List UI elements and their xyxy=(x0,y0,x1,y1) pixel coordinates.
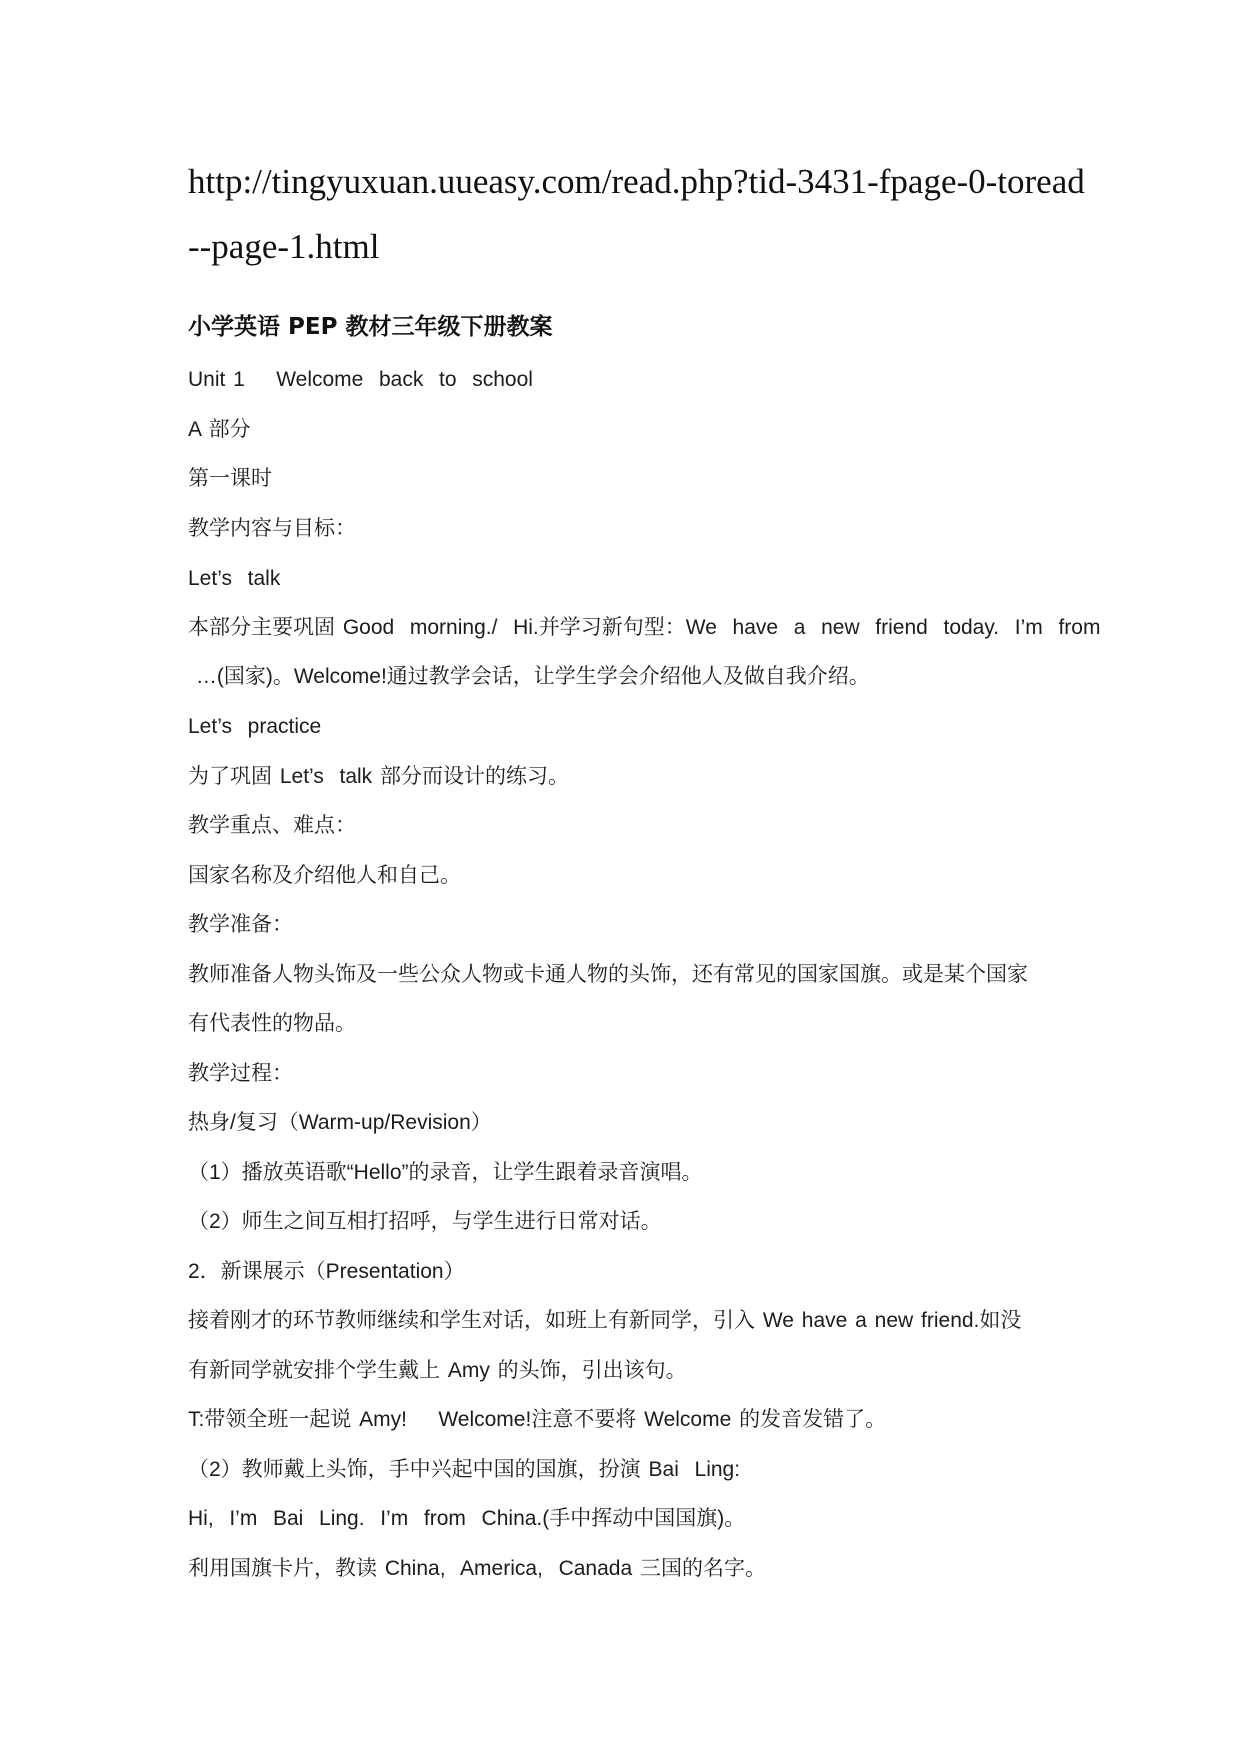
paragraph-line: 国家名称及介绍他人和自己。 xyxy=(188,864,461,887)
process-heading: 教学过程： xyxy=(188,1062,293,1085)
step-item: （1）播放英语歌“Hello”的录音，让学生跟着录音演唱。 xyxy=(188,1161,703,1184)
document-title: 小学英语 PEP 教材三年级下册教案 xyxy=(188,314,553,340)
section-label: A 部分 xyxy=(188,418,251,441)
step-item: （2）教师戴上头饰，手中兴起中国的国旗，扮演 Bai Ling: xyxy=(188,1458,741,1481)
paragraph-line: 为了巩固 Let’s talk 部分而设计的练习。 xyxy=(188,765,569,788)
paragraph-line: 利用国旗卡片，教读 China, America, Canada 三国的名字。 xyxy=(188,1557,766,1580)
unit-title: Unit 1 Welcome back to school xyxy=(188,368,533,391)
presentation-heading: 2．新课展示（Presentation） xyxy=(188,1260,465,1283)
key-points-heading: 教学重点、难点： xyxy=(188,814,356,837)
paragraph-line: …(国家)。Welcome!通过教学会话，让学生学会介绍他人及做自我介绍。 xyxy=(188,665,870,688)
step-item: （2）师生之间互相打招呼，与学生进行日常对话。 xyxy=(188,1210,662,1233)
lesson-label: 第一课时 xyxy=(188,467,272,490)
paragraph-line: 有代表性的物品。 xyxy=(188,1012,356,1035)
paragraph-line: 教师准备人物头饰及一些公众人物或卡通人物的头饰，还有常见的国家国旗。或是某个国家 xyxy=(188,963,1028,986)
source-url-line-2: --page-1.html xyxy=(188,227,380,266)
content-goals-heading: 教学内容与目标： xyxy=(188,517,356,540)
source-url-line-1: http://tingyuxuan.uueasy.com/read.php?tid-3431-fpage-0-toread xyxy=(188,162,1085,201)
paragraph-line: 有新同学就安排个学生戴上 Amy 的头饰，引出该句。 xyxy=(188,1359,687,1382)
paragraph-line: 接着刚才的环节教师继续和学生对话，如班上有新同学，引入 We have a new friend.如没 xyxy=(188,1309,1022,1332)
warmup-heading: 热身/复习（Warm-up/Revision） xyxy=(188,1111,492,1134)
lets-practice-heading: Let’s practice xyxy=(188,715,322,738)
paragraph-line: T:带领全班一起说 Amy! Welcome!注意不要将 Welcome 的发音发错了。 xyxy=(188,1408,887,1431)
dialogue-line: Hi, I’m Bai Ling. I’m from China.(手中挥动中国国旗)。 xyxy=(188,1507,746,1530)
lets-talk-heading: Let’s talk xyxy=(188,567,281,590)
preparation-heading: 教学准备： xyxy=(188,913,293,936)
paragraph-line: 本部分主要巩固 Good morning./ Hi.并学习新句型：We have a new friend today. I’m from xyxy=(188,616,1101,639)
